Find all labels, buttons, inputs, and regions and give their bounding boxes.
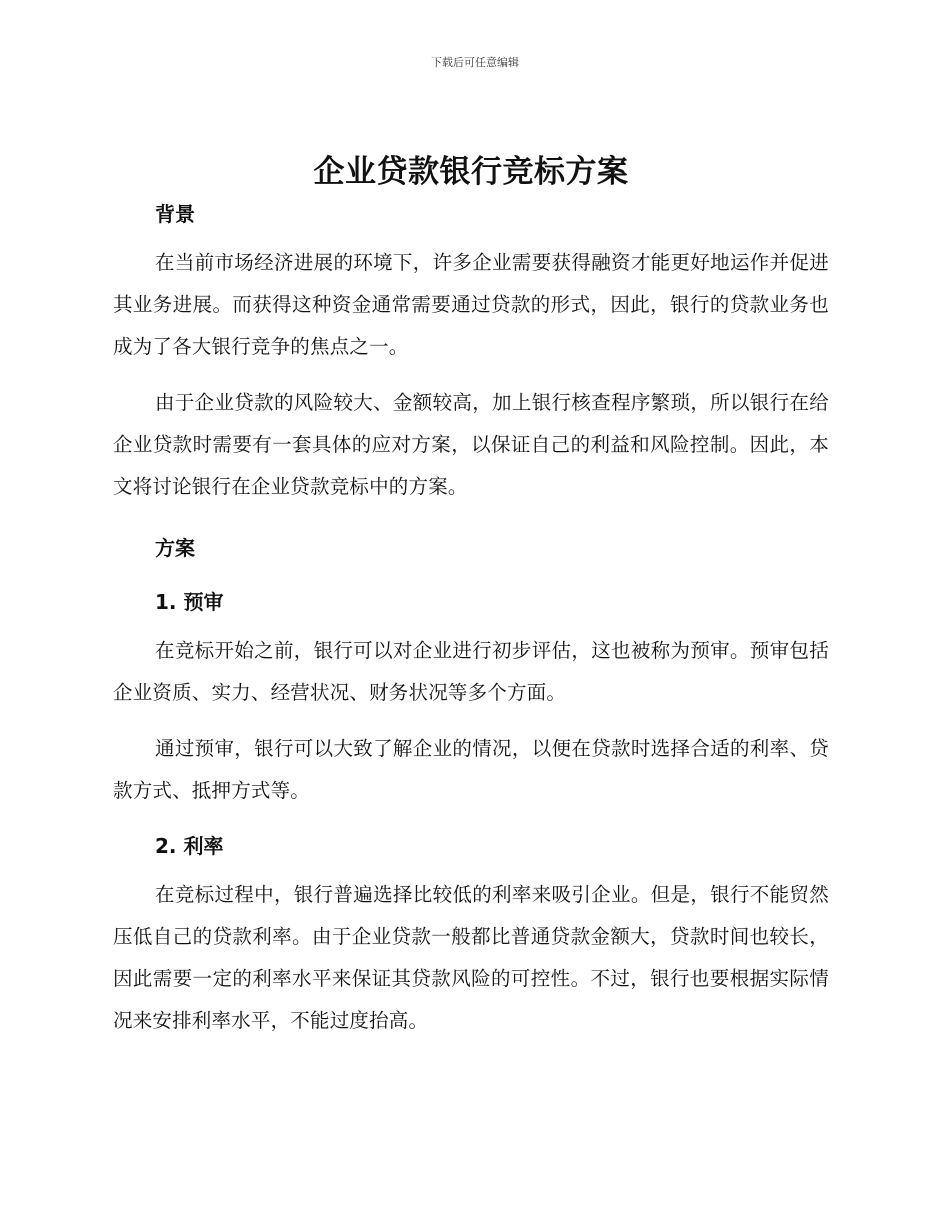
- paragraph: 由于企业贷款的风险较大、金额较高，加上银行核查程序繁琐，所以银行在给企业贷款时需要有一套具体的应对方案，以保证自己的利益和风险控制。因此，本文将讨论银行在企业贷款竞标中的方案。: [113, 391, 829, 498]
- section-heading-interest: 2. 利率: [155, 834, 224, 858]
- paragraph: 在竞标过程中，银行普遍选择比较低的利率来吸引企业。但是，银行不能贸然压低自己的贷款利率。由于企业贷款一般都比普通贷款金额大，贷款时间也较长，因此需要一定的利率水平来保证其贷款风险的可控性。不过，银行也要根据实际情况来安排利率水平，不能过度抬高。: [113, 883, 829, 1032]
- paragraph: 在竞标开始之前，银行可以对企业进行初步评估，这也被称为预审。预审包括企业资质、实力、经营状况、财务状况等多个方面。: [113, 639, 829, 704]
- paragraph: 通过预审，银行可以大致了解企业的情况，以便在贷款时选择合适的利率、贷款方式、抵押方式等。: [113, 737, 829, 802]
- document-title: 企业贷款银行竞标方案: [313, 154, 629, 190]
- section-heading-plan: 方案: [155, 536, 195, 560]
- document-body: [113, 148, 829, 1042]
- section-heading-prereview: 1. 预审: [155, 590, 224, 614]
- header-note: 下载后可任意编辑: [431, 56, 519, 69]
- section-heading-background: 背景: [155, 202, 195, 226]
- paragraph: 在当前市场经济进展的环境下，许多企业需要获得融资才能更好地运作并促进其业务进展。而获得这种资金通常需要通过贷款的形式，因此，银行的贷款业务也成为了各大银行竞争的焦点之一。: [113, 251, 829, 358]
